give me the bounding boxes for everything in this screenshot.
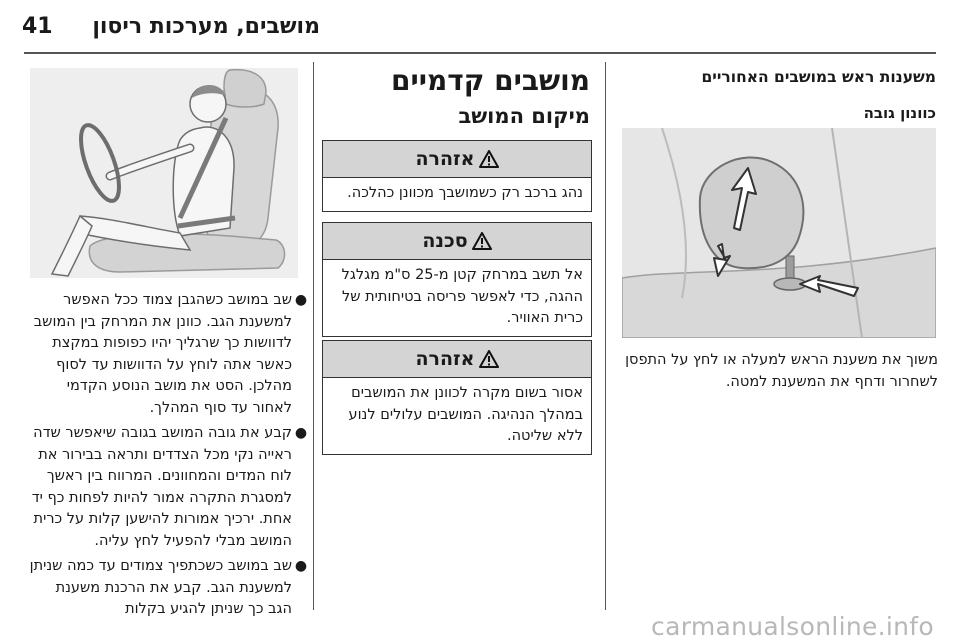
header-divider [24, 52, 936, 54]
column-divider-right [605, 62, 606, 610]
warning-box-heading: אזהרה [415, 148, 475, 170]
watermark-text: carmanualsonline.info [651, 612, 934, 641]
seated-driver-illustration [30, 68, 298, 278]
headrest-instruction-text: משוך את משענת הראש למעלה או לחץ על התפסן לשחרור ודחף את המשענת למטה. [625, 352, 938, 390]
bullet-icon: ● [294, 425, 308, 441]
seating-instructions-list [28, 290, 310, 625]
bullet-icon: ● [294, 558, 308, 574]
bullet-icon: ● [294, 292, 308, 308]
warning-box-header [323, 341, 591, 378]
danger-box-text: אל תשב במרחק קטן מ-25 ס"מ מגלגל ההגה, כדי לאפשר פריסה בטיחותית של כרית האוויר. [341, 267, 583, 326]
list-item-text: שב במושב כשכתפיך צמודים עד כמה שניתן למשענת הגב. קבע את הרכנת משענת הגב כך שניתן להגיע בקלות [29, 558, 292, 617]
warning-triangle-icon [479, 350, 499, 368]
warning-box-heading: אזהרה [415, 348, 475, 370]
list-item [28, 556, 310, 621]
warning-box [322, 140, 592, 212]
list-item [28, 290, 310, 419]
list-item-text: קבע את גובה המושב בגובה שיאפשר שדה ראייה נקי מכל הצדדים ותראה בבירור את לוח המדים והמחוונים. המרווח בין ראשך למסגרת התקרה אמור להיות לפחות כף יד אחת. ירכיך אמורות להישען קלות על כרית המושב מבלי להפעיל לחץ עליה. [31, 425, 292, 549]
page-number: 41 [22, 14, 53, 39]
height-adjustment-subheading: כוונון גובה [863, 104, 936, 122]
headrest-heading: משענות ראש במושבים האחוריים [701, 68, 936, 86]
column-divider-left [313, 62, 314, 610]
headrest-adjustment-illustration [622, 128, 936, 338]
warning-box-text: נהג ברכב רק כשמושבך מכוונן כהלכה. [347, 185, 583, 201]
list-item-text: שב במושב כשהגבן צמוד ככל האפשר למשענת הגב. כוונן את המרחק בין המושב לדוושות כך שרגליך יהיו כפופות במקצת כאשר אתה לוחץ על הדוושות עד לסוף מהלכן. הסט את מושב הנוסע הקדמי לאחור עד סוף המהלך. [33, 292, 292, 416]
warning-box-text: אסור בשום מקרה לכוונן את המושבים במהלך הנהיגה. המושבים עלולים לנוע ללא שליטה. [348, 385, 583, 444]
danger-box [322, 222, 592, 337]
sub-section-title: מיקום המושב [458, 104, 590, 128]
danger-box-heading: סכנה [422, 230, 468, 252]
warning-box [322, 340, 592, 455]
page-header-title: מושבים, מערכות ריסון [92, 14, 320, 39]
section-title: מושבים קדמיים [391, 64, 590, 97]
warning-triangle-icon [472, 232, 492, 250]
warning-box-header [323, 141, 591, 178]
list-item [28, 423, 310, 552]
danger-box-header [323, 223, 591, 260]
warning-triangle-icon [479, 150, 499, 168]
